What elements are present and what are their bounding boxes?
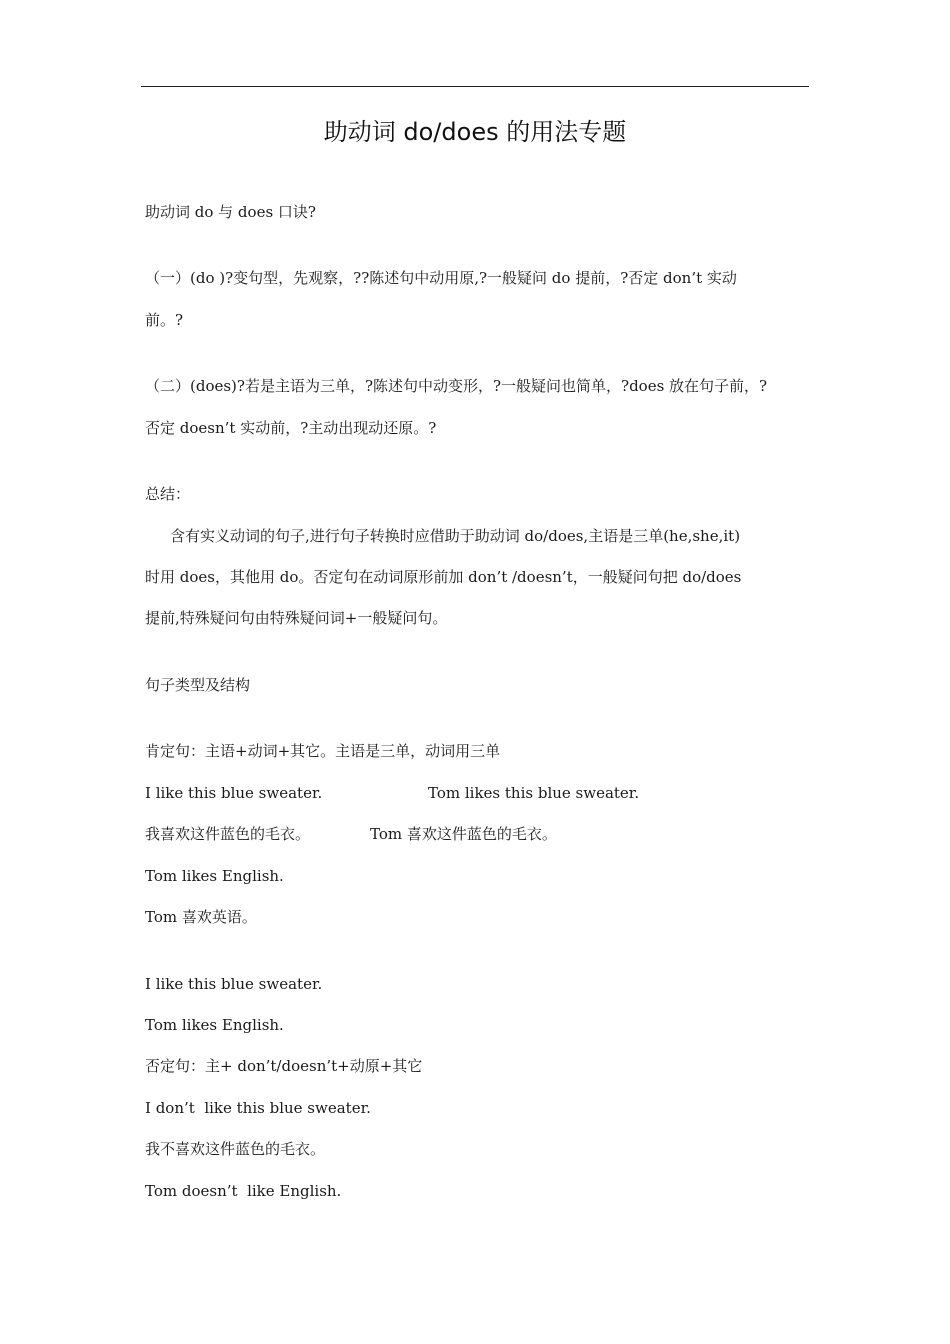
example-1-zh-a: 我喜欢这件蓝色的毛衣。 (145, 825, 311, 843)
example-1-en-a: I like this blue sweater. (145, 784, 323, 802)
example-4-en: Tom likes English. (145, 1016, 284, 1034)
negative-example-2-en: Tom doesn’t like English. (145, 1182, 342, 1200)
summary-line-3: 提前,特殊疑问句由特殊疑问词+一般疑问句。 (145, 609, 448, 627)
mnemonic-heading: 助动词 do 与 does 口诀? (145, 203, 316, 221)
example-3-en: I like this blue sweater. (145, 975, 323, 993)
summary-line-2: 时用 does，其他用 do。否定句在动词原形前加 don’t /doesn’t，一般疑问句把 do/does (145, 568, 742, 586)
do-rule-line-2: 前。? (145, 311, 184, 329)
structure-heading: 句子类型及结构 (145, 676, 251, 694)
summary-heading: 总结： (145, 485, 191, 503)
does-rule-line-2: 否定 doesn’t 实动前，?主动出现动还原。? (145, 419, 437, 437)
summary-line-1: 含有实义动词的句子,进行句子转换时应借助于助动词 do/does,主语是三单(he,she,it) (170, 527, 741, 545)
example-1-en-b: Tom likes this blue sweater. (428, 784, 640, 802)
example-2-en: Tom likes English. (145, 867, 284, 885)
example-1-zh-b: Tom 喜欢这件蓝色的毛衣。 (370, 825, 557, 843)
affirmative-rule: 肯定句：主语+动词+其它。主语是三单，动词用三单 (145, 742, 501, 760)
negative-rule: 否定句：主+ don’t/doesn’t+动原+其它 (145, 1057, 423, 1075)
negative-example-1-en: I don’t like this blue sweater. (145, 1099, 371, 1117)
does-rule-line-1: （二）(does)?若是主语为三单，?陈述句中动变形，?一般疑问也简单，?does 放在句子前，? (145, 377, 768, 395)
header-rule (141, 86, 809, 87)
do-rule-line-1: （一）(do )?变句型，先观察，??陈述句中动用原,?一般疑问 do 提前，?否定 don’t 实动 (145, 269, 737, 287)
example-2-zh: Tom 喜欢英语。 (145, 908, 257, 926)
page-title: 助动词 do/does 的用法专题 (323, 118, 627, 146)
negative-example-1-zh: 我不喜欢这件蓝色的毛衣。 (145, 1140, 326, 1158)
